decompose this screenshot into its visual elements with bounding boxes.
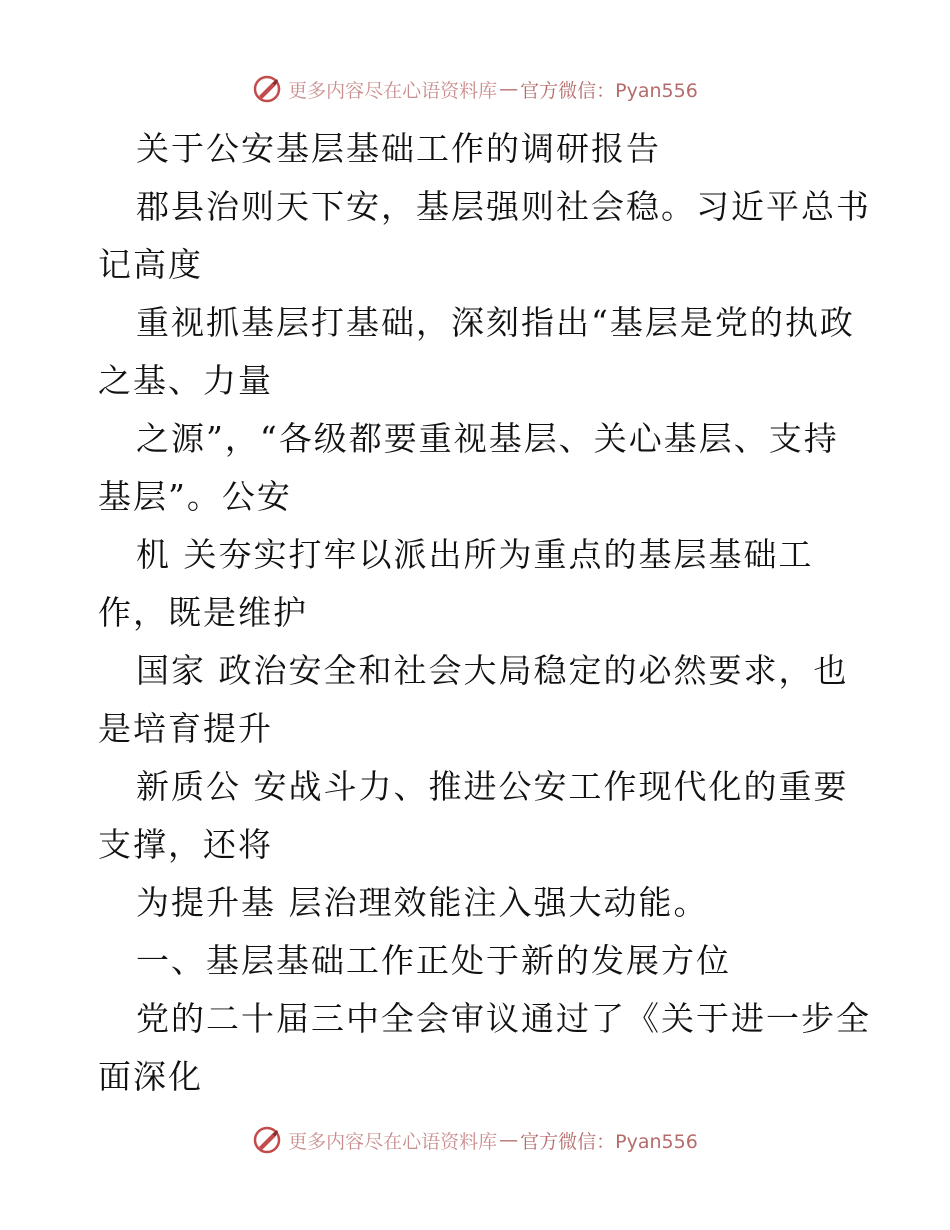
footer-watermark [0,1122,950,1158]
paragraph-line: 郡县治则天下安，基层强则社会稳。习近平总书 [136,187,871,226]
paragraph-line: 面深化 [98,1057,203,1096]
paragraph-line: 重视抓基层打基础，深刻指出“基层是党的执政 [136,303,855,342]
watermark-text: 更多内容尽在心语资料库 [288,1130,498,1153]
paragraph-line: 新质公 安战斗力、推进公安工作现代化的重要 [136,767,849,806]
paragraph-line: 之基、力量 [98,361,273,400]
paragraph-line: 作，既是维护 [98,593,308,632]
paragraph-line: 机 关夯实打牢以派出所为重点的基层基础工 [136,535,814,574]
section-heading: 一、基层基础工作正处于新的发展方位 [136,941,731,980]
watermark-contact: 官方微信：Pyan556 [520,1130,698,1153]
paragraph-line: 党的二十届三中全会审议通过了《关于进一步全 [136,999,871,1038]
paragraph-line: 之源”，“各级都要重视基层、关心基层、支持 [136,419,839,458]
watermark-contact: 官方微信：Pyan556 [520,79,698,102]
quill-logo-icon [252,74,282,104]
paragraph-line: 基层”。公安 [98,477,292,516]
header-watermark [0,71,950,107]
watermark-separator: — [499,1129,519,1151]
document-body [98,120,871,1106]
paragraph-line: 是培育提升 [98,709,273,748]
document-title: 关于公安基层基础工作的调研报告 [136,129,661,168]
paragraph-line: 国家 政治安全和社会大局稳定的必然要求，也 [136,651,849,690]
watermark-separator: — [499,78,519,100]
watermark-text: 更多内容尽在心语资料库 [288,79,498,102]
paragraph-line: 记高度 [98,245,203,284]
paragraph-line: 为提升基 层治理效能注入强大动能。 [136,883,709,922]
quill-logo-icon [252,1125,282,1155]
paragraph-line: 支撑，还将 [98,825,273,864]
